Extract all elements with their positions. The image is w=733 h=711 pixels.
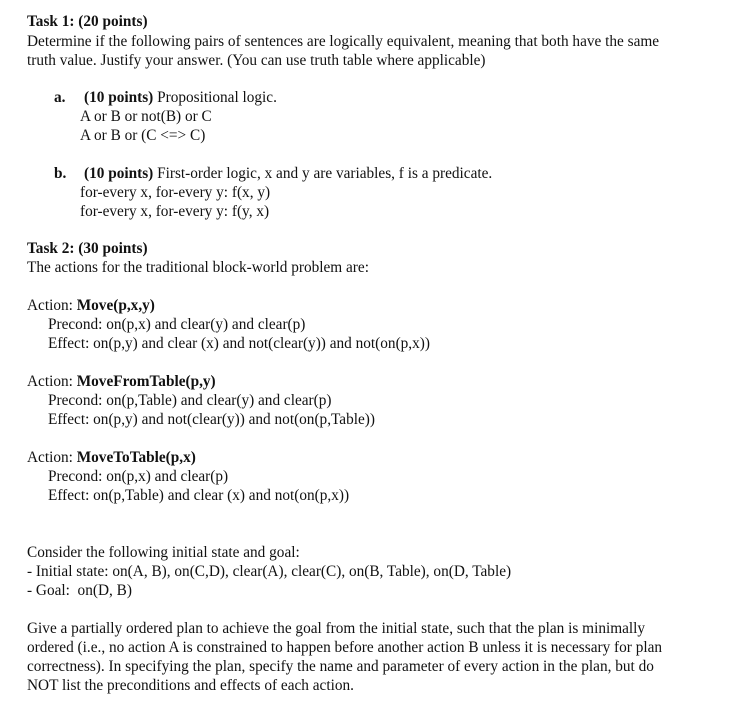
part-b-points: (10 points) (84, 165, 154, 182)
task2-intro: The actions for the traditional block-world problem are: (27, 259, 369, 276)
action-movetotable-header (27, 448, 196, 467)
action-move-header (27, 296, 155, 315)
action-movefromtable-name: MoveFromTable(p,y) (76, 373, 216, 390)
action-movetotable-prefix: Action: (27, 449, 77, 466)
plan-line: Give a partially ordered plan to achieve the goal from the initial state, such that the plan is minimally (27, 620, 646, 637)
goal-line: - Goal: on(D, B) (27, 582, 132, 599)
part-a-sentence2: A or B or (C <=> C) (80, 127, 206, 144)
action-movetotable-name: MoveToTable(p,x) (76, 449, 196, 466)
task1-intro-line1: Determine if the following pairs of sentences are logically equivalent, meaning that both have the same (27, 33, 660, 50)
task1-heading: Task 1: (20 points) (27, 13, 148, 30)
action-movetotable-effect: Effect: on(p,Table) and clear (x) and not(on(p,x)) (48, 487, 350, 504)
task2-heading: Task 2: (30 points) (27, 240, 148, 257)
part-b-header (84, 164, 492, 183)
initial-state-line: - Initial state: on(A, B), on(C,D), clear(A), clear(C), on(B, Table), on(D, Table) (27, 563, 512, 580)
part-b-marker: b. (54, 165, 67, 182)
part-a-sentence1: A or B or not(B) or C (80, 108, 212, 125)
action-move-precond: Precond: on(p,x) and clear(y) and clear(p) (48, 316, 306, 333)
part-a-marker: a. (54, 89, 66, 106)
plan-line: ordered (i.e., no action A is constrained to happen before another action B unless it is necessary for plan (27, 639, 663, 656)
part-a-points: (10 points) (84, 89, 154, 106)
part-b-sentence2: for-every x, for-every y: f(y, x) (80, 203, 270, 220)
action-movetotable-precond: Precond: on(p,x) and clear(p) (48, 468, 229, 485)
plan-line: correctness). In specifying the plan, specify the name and parameter of every action in the plan, but do (27, 658, 654, 675)
task1-intro-line2: truth value. Justify your answer. (You can use truth table where applicable) (27, 52, 486, 69)
action-move-name: Move(p,x,y) (76, 297, 155, 314)
part-b-sentence1: for-every x, for-every y: f(x, y) (80, 184, 271, 201)
action-movefromtable-header (27, 372, 216, 391)
part-a-header (84, 88, 277, 107)
action-move-prefix: Action: (27, 297, 77, 314)
consider-line: Consider the following initial state and goal: (27, 544, 300, 561)
action-move-effect: Effect: on(p,y) and clear (x) and not(clear(y)) and not(on(p,x)) (48, 335, 430, 352)
action-movefromtable-precond: Precond: on(p,Table) and clear(y) and clear(p) (48, 392, 332, 409)
part-a-title: Propositional logic. (153, 89, 277, 106)
action-movefromtable-effect: Effect: on(p,y) and not(clear(y)) and not(on(p,Table)) (48, 411, 375, 428)
action-movefromtable-prefix: Action: (27, 373, 77, 390)
part-b-title: First-order logic, x and y are variables, f is a predicate. (153, 165, 493, 182)
plan-line: NOT list the preconditions and effects of each action. (27, 677, 354, 694)
